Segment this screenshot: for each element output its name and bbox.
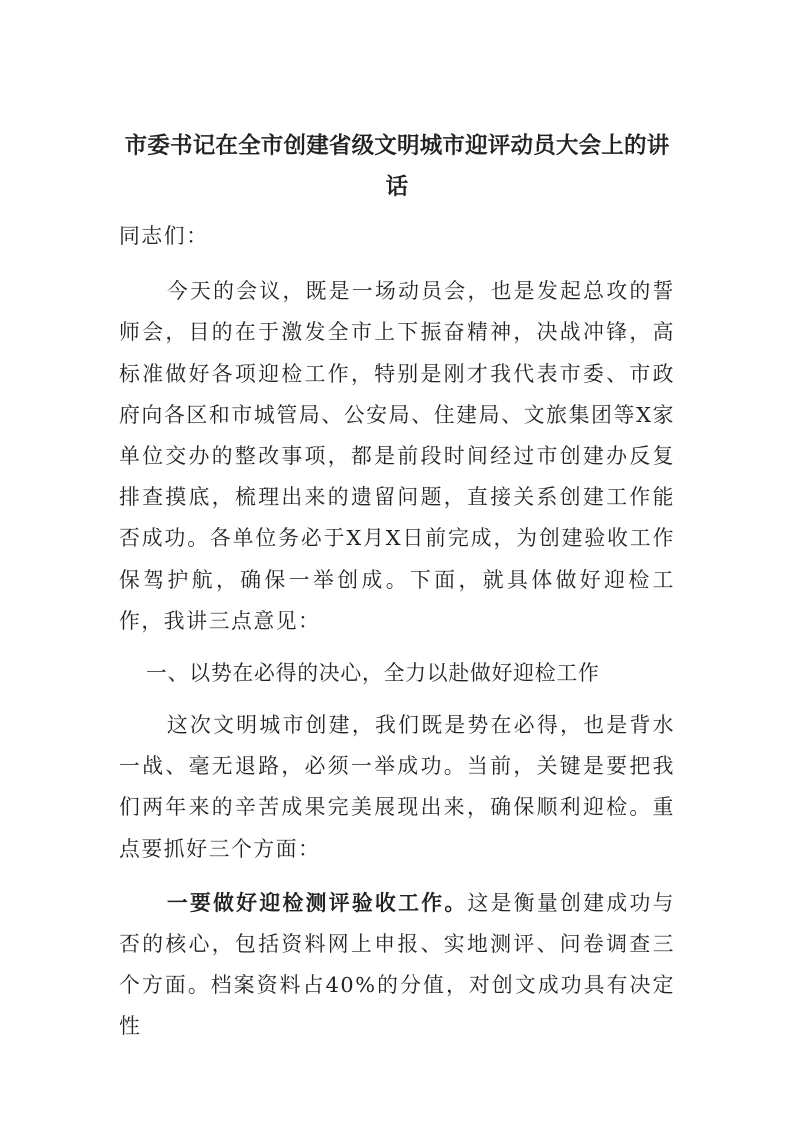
opening-paragraph: 今天的会议，既是一场动员会，也是发起总攻的誓师会，目的在于激发全市上下振奋精神，决战冲锋，高标准做好各项迎检工作，特别是刚才我代表市委、市政府向各区和市城管局、公安局、住建局、文旅集团等X家单位交办的整改事项，都是前段时间经过市创建办反复排查摸底，梳理出来的遗留问题，直接关系创建工作能否成功。各单位务必于X月X日前完成，为创建验收工作保驾护航，确保一举创成。下面，就具体做好迎检工作，我讲三点意见： bbox=[119, 279, 675, 633]
document-title: 市委书记在全市创建省级文明城市迎评动员大会上的讲话 bbox=[124, 133, 670, 200]
item-1-paragraph bbox=[119, 882, 675, 1048]
section-1-paragraph: 这次文明城市创建，我们既是势在必得，也是背水一战、毫无退路，必须一举成功。当前，关键是要把我们两年来的辛苦成果完美展现出来，确保顺利迎检。重点要抓好三个方面： bbox=[119, 713, 675, 861]
salutation: 同志们： bbox=[119, 224, 209, 248]
section-heading-1: 一、以势在必得的决心，全力以赴做好迎检工作 bbox=[146, 661, 600, 686]
item-1-text: 这是衡量创建成功与否的核心，包括资料网上申报、实地测评、问卷调查三个方面。档案资料占40%的分值，对创文成功具有决定性 bbox=[119, 890, 675, 1039]
document-body bbox=[119, 126, 675, 1048]
item-1-lead: 一要做好迎检测评验收工作。 bbox=[166, 889, 468, 915]
